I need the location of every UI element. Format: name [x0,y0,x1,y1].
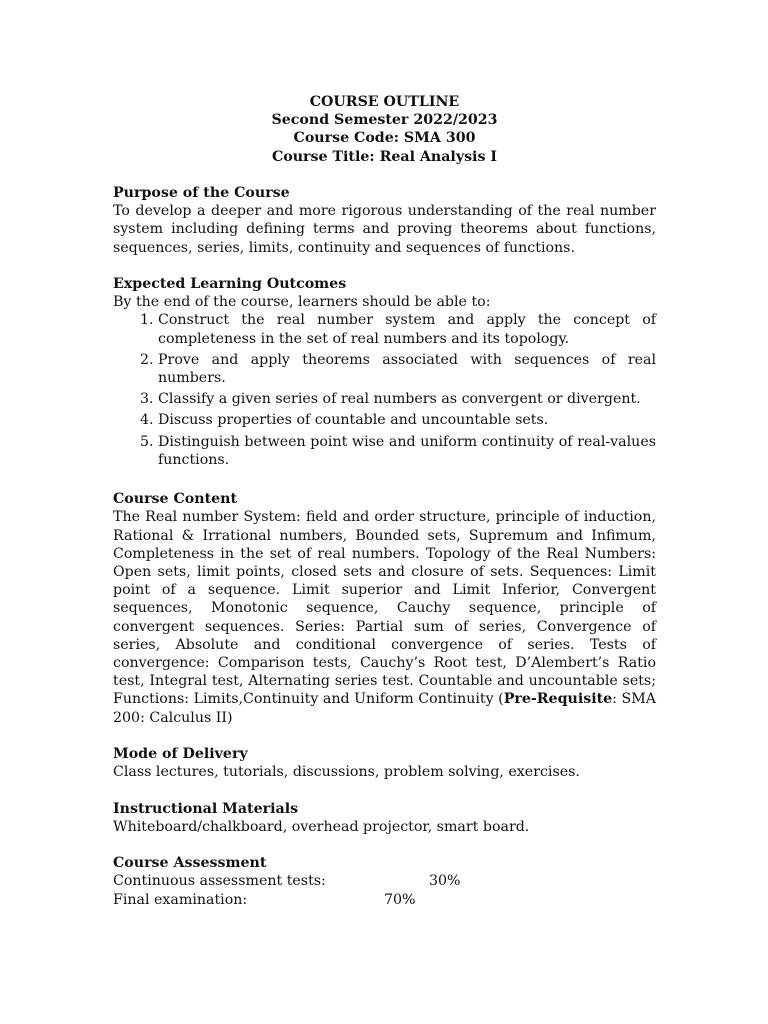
materials-heading: Instructional Materials [113,800,299,817]
assessment-heading: Course Assessment [113,855,267,872]
outcomes-heading: Expected Learning Outcomes [113,275,347,292]
outcomes-list [113,311,656,469]
content-heading: Course Content [113,491,238,508]
assessment-row [113,872,656,890]
outcome-item: 2. Prove and apply theorems associated with sequences of real numbers. [158,351,656,387]
content-body: The Real number System: field and order structure, principle of induction, Rational & Irrational numbers, Bounded sets, Supremum and Infimum, Completeness in the set of real numbers. Topology of the Real Numbers: Open sets, limit points, closed sets and closure of sets. Sequences: Limit point of a sequence. Limit superior and Limit Inferior, Convergent sequences, Monotonic sequence, Cauchy sequence, principle of convergent sequences. Series: Partial sum of series, Convergence of series, Absolute and conditional convergence of series. Tests of convergence: Comparison tests, Cauchy’s Root test, D’Alembert’s Ratio test, Integral test, Alternating series test. Countable and uncountable sets; Functions: Limits,Continuity and Uniform Continuity ( [113,509,656,708]
title-block [113,93,656,166]
outcome-item: 5. Distinguish between point wise and uniform continuity of real-values functions. [158,433,656,469]
delivery-text: Class lectures, tutorials, discussions, problem solving, exercises. [113,764,580,781]
purpose-text: To develop a deeper and more rigorous understanding of the real number system including defining terms and proving theorems about functions, sequences, series, limits, continuity and sequences of functions. [113,203,656,256]
delivery-heading: Mode of Delivery [113,745,248,762]
prerequisite-label: Pre-Requisite [503,691,613,708]
assessment-label: Continuous assessment tests: [113,873,326,890]
outcome-item: 3. Classify a given series of real numbers as convergent or divergent. [158,390,656,408]
outcome-item: 1. Construct the real number system and apply the concept of completeness in the set of real numbers and its topology. [158,311,656,347]
content-text [113,508,656,726]
course-outline-document [113,93,656,909]
course-code-line: Course Code: SMA 300 [293,130,476,147]
purpose-heading: Purpose of the Course [113,184,290,201]
materials-text: Whiteboard/chalkboard, overhead projector, smart board. [113,818,530,835]
assessment-label: Final examination: [113,891,248,908]
semester-line: Second Semester 2022/2023 [271,112,498,129]
document-title: COURSE OUTLINE [309,94,460,110]
outcomes-intro: By the end of the course, learners should be able to: [113,294,491,311]
course-title-line: Course Title: Real Analysis I [271,148,498,165]
prerequisite-value: : SMA 200: Calculus II) [113,691,656,726]
outcome-item: 4. Discuss properties of countable and uncountable sets. [158,411,656,429]
assessment-row [113,891,656,909]
assessment-value: 70% [384,891,416,908]
assessment-value: 30% [429,873,461,890]
